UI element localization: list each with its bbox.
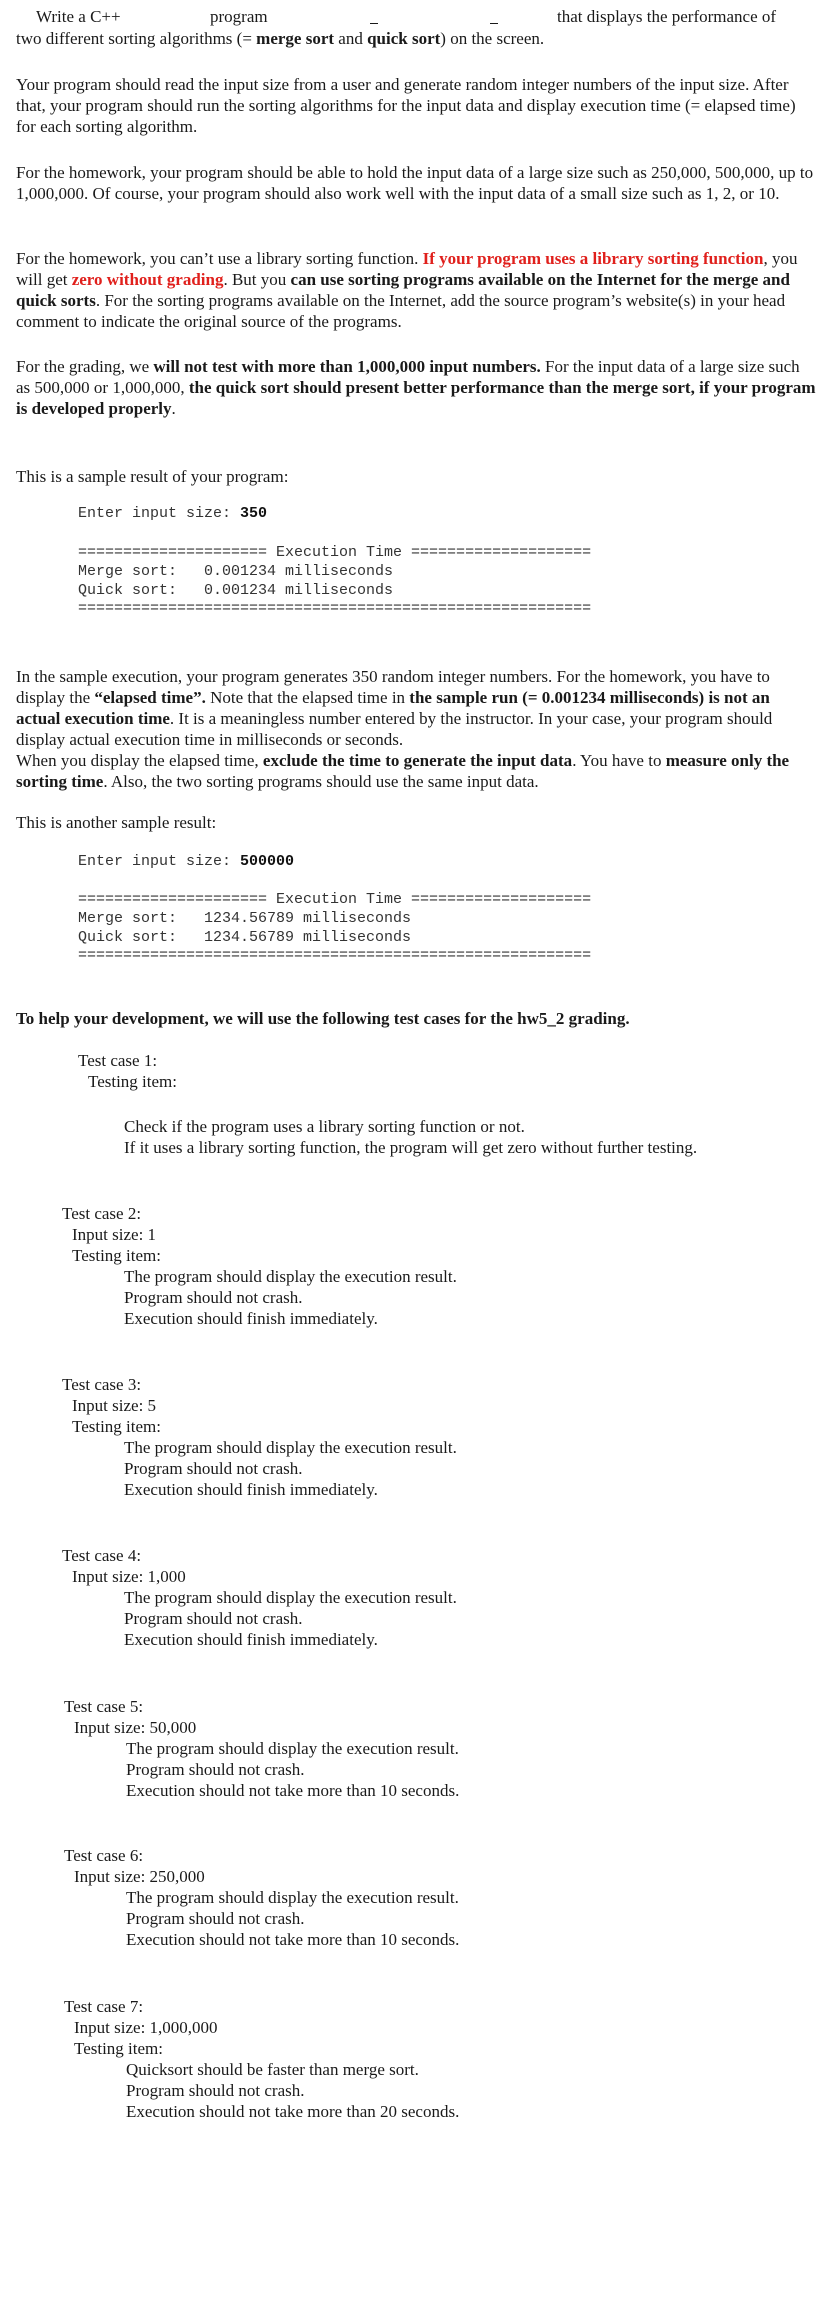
paragraph-library-rule: For the homework, you can’t use a library sorting function. If your program uses a library sorting function, you will get zero without grading. But you can use sorting programs available on the Internet for the merge and quick sorts. For the sorting programs available on the Internet, add the source program’s website(s) in your head comment to indicate the original source of the programs. (16, 249, 798, 331)
test1-line-1: Check if the program uses a library sorting function or not. (124, 1117, 525, 1136)
test2-line-3: Execution should finish immediately. (124, 1309, 378, 1328)
test5-input-size: Input size: 50,000 (74, 1718, 197, 1737)
test7-input-size: Input size: 1,000,000 (74, 2018, 218, 2037)
sample1-footer: ========================================================= (78, 600, 592, 617)
sample1-input-value: 350 (240, 505, 268, 522)
test7-line-1: Quicksort should be faster than merge sort. (126, 2060, 419, 2079)
test7-line-3: Execution should not take more than 20 seconds. (126, 2102, 460, 2121)
sample1-merge-line: Merge sort: 0.001234 milliseconds (78, 563, 394, 580)
test2-line-2: Program should not crash. (124, 1288, 303, 1307)
test7-title: Test case 7: (64, 1997, 144, 2016)
test5-line-2: Program should not crash. (126, 1760, 305, 1779)
sample2-footer: ========================================================= (78, 947, 592, 964)
sample1-quick-line: Quick sort: 0.001234 milliseconds (78, 582, 394, 599)
test1-title: Test case 1: (78, 1051, 158, 1070)
paragraph-hold-data: For the homework, your program should be able to hold the input data of a large size such as 250,000, 500,000, up to 1,000,000. Of course, your program should also work well with the input data of a small size such as 1, 2, or 10. (16, 163, 814, 203)
test5-line-1: The program should display the execution result. (126, 1739, 459, 1758)
test6-input-size: Input size: 250,000 (74, 1867, 205, 1886)
sample2-merge-line: Merge sort: 1234.56789 milliseconds (78, 910, 412, 927)
test1-testing-item: Testing item: (88, 1072, 177, 1091)
sample2-quick-line: Quick sort: 1234.56789 milliseconds (78, 929, 412, 946)
sample1-intro: This is a sample result of your program: (16, 467, 289, 486)
test2-testing-item: Testing item: (72, 1246, 161, 1265)
test2-line-1: The program should display the execution result. (124, 1267, 457, 1286)
test4-title: Test case 4: (62, 1546, 142, 1565)
test6-line-1: The program should display the execution result. (126, 1888, 459, 1907)
test3-line-3: Execution should finish immediately. (124, 1480, 378, 1499)
test3-input-size: Input size: 5 (72, 1396, 157, 1415)
test3-line-1: The program should display the execution result. (124, 1438, 457, 1457)
test6-line-3: Execution should not take more than 10 seconds. (126, 1930, 460, 1949)
quick-sort-emphasis: quick sort (367, 29, 441, 48)
test3-title: Test case 3: (62, 1375, 142, 1394)
sample2-header: ===================== Execution Time ==================== (78, 891, 592, 908)
sample1-header: ===================== Execution Time ==================== (78, 544, 592, 561)
intro-program-text: program (210, 7, 268, 26)
test6-title: Test case 6: (64, 1846, 144, 1865)
test-cases-heading: To help your development, we will use the following test cases for the hw5_2 grading. (16, 1009, 630, 1028)
paragraph-sample-explanation: In the sample execution, your program generates 350 random integer numbers. For the homework, you have to display the “elapsed time”. Note that the elapsed time in the sample run (= 0.001234 milliseconds) is not an actual execution time. It is a meaningless number entered by the instructor. In your case, your program should display actual execution time in milliseconds or seconds. When you display the elapsed time, exclude the time to generate the input data. You have to measure only the sorting time. Also, the two sorting programs should use the same input data. (16, 667, 790, 791)
intro-write-text: Write a C++ (36, 7, 121, 26)
paragraph-grading: For the grading, we will not test with more than 1,000,000 input numbers. For the input data of a large size such as 500,000 or 1,000,000, the quick sort should present better performance than the merge sort, if your program is developed properly. (16, 357, 816, 418)
test3-line-2: Program should not crash. (124, 1459, 303, 1478)
underline-mark-1 (370, 23, 378, 24)
test1-line-2: If it uses a library sorting function, the program will get zero without further testing. (124, 1138, 698, 1157)
merge-sort-emphasis: merge sort (256, 29, 335, 48)
test4-input-size: Input size: 1,000 (72, 1567, 186, 1586)
underline-mark-2 (490, 23, 498, 24)
sample2-input-value: 500000 (240, 853, 295, 870)
test3-testing-item: Testing item: (72, 1417, 161, 1436)
test6-line-2: Program should not crash. (126, 1909, 305, 1928)
sample1-prompt-line: Enter input size: 350 (78, 505, 268, 522)
test2-title: Test case 2: (62, 1204, 142, 1223)
test4-line-3: Execution should finish immediately. (124, 1630, 378, 1649)
sample2-prompt-line: Enter input size: 500000 (78, 853, 295, 870)
test4-line-2: Program should not crash. (124, 1609, 303, 1628)
test7-testing-item: Testing item: (74, 2039, 163, 2058)
intro-line-1 (0, 6, 840, 28)
test5-title: Test case 5: (64, 1697, 144, 1716)
paragraph-read-input: Your program should read the input size from a user and generate random integer numbers of the input size. After that, your program should run the sorting algorithms for the input data and display execution time (= elapsed time) for each sorting algorithm. (16, 75, 796, 136)
intro-line-2: two different sorting algorithms (= merge sort and quick sort) on the screen. (16, 29, 545, 48)
intro-displays-text: that displays the performance of (557, 7, 777, 26)
test5-line-3: Execution should not take more than 10 seconds. (126, 1781, 460, 1800)
test4-line-1: The program should display the execution result. (124, 1588, 457, 1607)
test2-input-size: Input size: 1 (72, 1225, 157, 1244)
test7-line-2: Program should not crash. (126, 2081, 305, 2100)
sample2-intro: This is another sample result: (16, 813, 217, 832)
